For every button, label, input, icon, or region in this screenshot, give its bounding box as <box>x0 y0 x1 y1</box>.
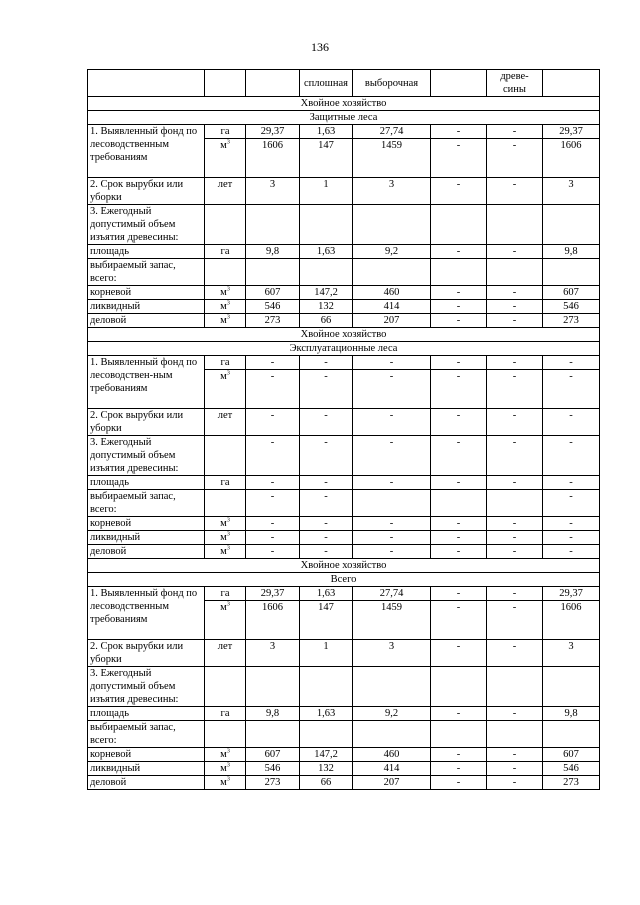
value-cell <box>543 667 600 707</box>
value-cell <box>487 721 543 748</box>
value-cell: - <box>353 517 431 531</box>
value-cell: - <box>431 776 487 790</box>
table-row <box>88 125 600 139</box>
value-cell: 3 <box>543 640 600 667</box>
value-cell <box>246 721 300 748</box>
table-row <box>88 259 600 286</box>
unit-cell: $м^3$ <box>205 517 246 531</box>
unit-cell: га <box>205 476 246 490</box>
value-cell: - <box>431 517 487 531</box>
unit-cell: $м^3$ <box>205 531 246 545</box>
unit-cell: $м^3$ <box>205 314 246 328</box>
value-cell: - <box>431 314 487 328</box>
header-cell <box>431 70 487 97</box>
value-cell <box>543 721 600 748</box>
value-cell: - <box>431 370 487 409</box>
value-cell: - <box>431 125 487 139</box>
value-cell: 273 <box>543 776 600 790</box>
value-cell: 1,63 <box>300 125 353 139</box>
value-cell: - <box>543 490 600 517</box>
row-label: 2. Срок вырубки или уборки <box>88 178 205 205</box>
value-cell: - <box>431 436 487 476</box>
row-label: площадь <box>88 245 205 259</box>
table-row <box>88 667 600 707</box>
section-row <box>88 97 600 111</box>
value-cell <box>353 490 431 517</box>
value-cell: 1 <box>300 178 353 205</box>
value-cell: 1 <box>300 640 353 667</box>
value-cell: - <box>487 300 543 314</box>
value-cell: 147 <box>300 601 353 640</box>
header-cell: сплошная <box>300 70 353 97</box>
value-cell: 460 <box>353 286 431 300</box>
value-cell: - <box>246 476 300 490</box>
row-label: 3. Ежегодный допустимый объем изъятия древесины: <box>88 667 205 707</box>
table-row <box>88 545 600 559</box>
value-cell: 9,8 <box>543 707 600 721</box>
value-cell: - <box>487 587 543 601</box>
row-label: ликвидный <box>88 531 205 545</box>
row-label: выбираемый запас, всего: <box>88 259 205 286</box>
value-cell: - <box>487 139 543 178</box>
value-cell: 1606 <box>543 601 600 640</box>
row-label: корневой <box>88 748 205 762</box>
value-cell: 607 <box>246 748 300 762</box>
table-row <box>88 178 600 205</box>
header-row <box>88 70 600 97</box>
unit-cell: $м^3$ <box>205 545 246 559</box>
value-cell <box>431 259 487 286</box>
value-cell: - <box>543 545 600 559</box>
value-cell: - <box>487 707 543 721</box>
value-cell: - <box>543 370 600 409</box>
value-cell <box>431 667 487 707</box>
row-label: деловой <box>88 545 205 559</box>
value-cell: 1459 <box>353 139 431 178</box>
value-cell: 66 <box>300 776 353 790</box>
table-row <box>88 476 600 490</box>
value-cell: 29,37 <box>543 125 600 139</box>
value-cell: - <box>246 356 300 370</box>
value-cell: - <box>353 476 431 490</box>
value-cell: - <box>353 356 431 370</box>
header-cell: выборочная <box>353 70 431 97</box>
value-cell: - <box>487 748 543 762</box>
value-cell <box>543 259 600 286</box>
value-cell: 66 <box>300 314 353 328</box>
row-label: площадь <box>88 707 205 721</box>
value-cell: - <box>353 370 431 409</box>
value-cell: 607 <box>543 748 600 762</box>
value-cell: - <box>543 517 600 531</box>
value-cell: - <box>246 545 300 559</box>
section-title: Хвойное хозяйство <box>88 97 600 111</box>
value-cell: 273 <box>246 314 300 328</box>
table-row <box>88 245 600 259</box>
value-cell: 29,37 <box>543 587 600 601</box>
value-cell: - <box>300 490 353 517</box>
value-cell: - <box>246 531 300 545</box>
value-cell: 29,37 <box>246 125 300 139</box>
row-label: ликвидный <box>88 762 205 776</box>
value-cell: - <box>487 356 543 370</box>
value-cell: 607 <box>246 286 300 300</box>
value-cell: - <box>431 748 487 762</box>
section-title: Всего <box>88 573 600 587</box>
value-cell <box>246 259 300 286</box>
value-cell: 3 <box>353 640 431 667</box>
value-cell: 1,63 <box>300 245 353 259</box>
value-cell <box>300 667 353 707</box>
value-cell: - <box>487 531 543 545</box>
unit-cell: $м^3$ <box>205 762 246 776</box>
header-cell <box>205 70 246 97</box>
unit-cell: $м^3$ <box>205 139 246 178</box>
table-row <box>88 748 600 762</box>
row-label: выбираемый запас, всего: <box>88 490 205 517</box>
value-cell: - <box>300 531 353 545</box>
value-cell: 9,8 <box>246 707 300 721</box>
value-cell: 207 <box>353 776 431 790</box>
unit-cell: $м^3$ <box>205 300 246 314</box>
value-cell: - <box>487 476 543 490</box>
value-cell: - <box>300 409 353 436</box>
row-label: площадь <box>88 476 205 490</box>
table-row <box>88 707 600 721</box>
row-label: 3. Ежегодный допустимый объем изъятия древесины: <box>88 205 205 245</box>
value-cell: - <box>431 476 487 490</box>
value-cell: - <box>431 245 487 259</box>
row-label: деловой <box>88 314 205 328</box>
header-cell <box>88 70 205 97</box>
unit-cell <box>205 205 246 245</box>
row-label: 1. Выявленный фонд по лесоводственным требованиям <box>88 587 205 640</box>
page-number: 136 <box>311 40 329 54</box>
value-cell: - <box>300 370 353 409</box>
value-cell: 9,8 <box>543 245 600 259</box>
value-cell: - <box>543 409 600 436</box>
table-row <box>88 356 600 370</box>
value-cell: - <box>300 476 353 490</box>
value-cell <box>353 667 431 707</box>
unit-cell: лет <box>205 178 246 205</box>
header-cell: древе- сины <box>487 70 543 97</box>
value-cell <box>431 721 487 748</box>
value-cell: - <box>353 436 431 476</box>
value-cell: - <box>487 286 543 300</box>
value-cell <box>246 667 300 707</box>
value-cell: - <box>431 286 487 300</box>
value-cell: - <box>300 545 353 559</box>
value-cell: 546 <box>246 762 300 776</box>
row-label: 3. Ежегодный допустимый объем изъятия древесины: <box>88 436 205 476</box>
table-row <box>88 517 600 531</box>
value-cell: - <box>246 517 300 531</box>
value-cell: - <box>246 436 300 476</box>
value-cell <box>543 205 600 245</box>
value-cell: - <box>246 409 300 436</box>
value-cell: 273 <box>246 776 300 790</box>
unit-cell: $м^3$ <box>205 370 246 409</box>
table-row <box>88 409 600 436</box>
value-cell: - <box>246 370 300 409</box>
unit-cell: га <box>205 356 246 370</box>
value-cell: - <box>431 601 487 640</box>
row-label: корневой <box>88 517 205 531</box>
value-cell: 147,2 <box>300 286 353 300</box>
value-cell: - <box>431 640 487 667</box>
value-cell: - <box>353 545 431 559</box>
value-cell: 546 <box>246 300 300 314</box>
value-cell: - <box>431 356 487 370</box>
value-cell: - <box>431 139 487 178</box>
value-cell <box>353 259 431 286</box>
table-row <box>88 286 600 300</box>
table-row <box>88 531 600 545</box>
value-cell: - <box>543 531 600 545</box>
value-cell: - <box>300 356 353 370</box>
table-row <box>88 205 600 245</box>
table-row <box>88 721 600 748</box>
value-cell: 132 <box>300 762 353 776</box>
value-cell <box>300 721 353 748</box>
value-cell: - <box>487 436 543 476</box>
table-row <box>88 776 600 790</box>
value-cell: - <box>431 409 487 436</box>
unit-cell: $м^3$ <box>205 748 246 762</box>
row-label: выбираемый запас, всего: <box>88 721 205 748</box>
value-cell: 546 <box>543 762 600 776</box>
value-cell: 9,2 <box>353 707 431 721</box>
section-row <box>88 342 600 356</box>
value-cell: - <box>431 587 487 601</box>
value-cell: - <box>431 178 487 205</box>
row-label: корневой <box>88 286 205 300</box>
header-cell <box>543 70 600 97</box>
value-cell: - <box>431 762 487 776</box>
value-cell: 29,37 <box>246 587 300 601</box>
value-cell: - <box>431 545 487 559</box>
unit-cell: га <box>205 707 246 721</box>
value-cell: - <box>300 436 353 476</box>
value-cell <box>487 205 543 245</box>
value-cell <box>353 205 431 245</box>
row-label: 2. Срок вырубки или уборки <box>88 640 205 667</box>
value-cell: 460 <box>353 748 431 762</box>
value-cell: - <box>487 601 543 640</box>
section-title: Защитные леса <box>88 111 600 125</box>
value-cell: - <box>353 531 431 545</box>
value-cell: - <box>431 531 487 545</box>
section-row <box>88 559 600 573</box>
value-cell: 9,8 <box>246 245 300 259</box>
unit-cell <box>205 436 246 476</box>
value-cell: 1,63 <box>300 707 353 721</box>
row-label: деловой <box>88 776 205 790</box>
value-cell: 546 <box>543 300 600 314</box>
value-cell: - <box>487 545 543 559</box>
value-cell: - <box>431 300 487 314</box>
value-cell: 3 <box>353 178 431 205</box>
header-cell <box>246 70 300 97</box>
unit-cell: лет <box>205 640 246 667</box>
value-cell: 1606 <box>246 139 300 178</box>
value-cell: 414 <box>353 300 431 314</box>
unit-cell: $м^3$ <box>205 776 246 790</box>
section-title: Хвойное хозяйство <box>88 328 600 342</box>
value-cell <box>487 490 543 517</box>
value-cell: - <box>487 314 543 328</box>
section-title: Эксплуатационные леса <box>88 342 600 356</box>
value-cell: - <box>487 370 543 409</box>
unit-cell <box>205 259 246 286</box>
unit-cell: га <box>205 245 246 259</box>
value-cell: - <box>487 125 543 139</box>
section-row <box>88 573 600 587</box>
section-title: Хвойное хозяйство <box>88 559 600 573</box>
value-cell <box>431 490 487 517</box>
forest-table <box>87 69 600 790</box>
value-cell: 3 <box>543 178 600 205</box>
value-cell: - <box>487 762 543 776</box>
value-cell: 27,74 <box>353 587 431 601</box>
unit-cell: лет <box>205 409 246 436</box>
unit-cell: га <box>205 125 246 139</box>
table-row <box>88 490 600 517</box>
value-cell: 207 <box>353 314 431 328</box>
table-row <box>88 300 600 314</box>
value-cell: 414 <box>353 762 431 776</box>
value-cell: - <box>487 409 543 436</box>
value-cell: 3 <box>246 178 300 205</box>
value-cell: 3 <box>246 640 300 667</box>
value-cell: - <box>300 517 353 531</box>
table-row <box>88 436 600 476</box>
value-cell: - <box>543 356 600 370</box>
value-cell: 1,63 <box>300 587 353 601</box>
value-cell <box>300 205 353 245</box>
unit-cell: $м^3$ <box>205 286 246 300</box>
table-row <box>88 587 600 601</box>
value-cell <box>431 205 487 245</box>
section-row <box>88 111 600 125</box>
value-cell: - <box>487 178 543 205</box>
value-cell: 1459 <box>353 601 431 640</box>
value-cell: - <box>487 517 543 531</box>
value-cell: 9,2 <box>353 245 431 259</box>
row-label: 1. Выявленный фонд по лесоводственным требованиям <box>88 125 205 178</box>
value-cell <box>300 259 353 286</box>
value-cell: - <box>543 436 600 476</box>
value-cell <box>487 259 543 286</box>
value-cell: 27,74 <box>353 125 431 139</box>
section-row <box>88 328 600 342</box>
value-cell: 607 <box>543 286 600 300</box>
unit-cell <box>205 490 246 517</box>
value-cell: 147,2 <box>300 748 353 762</box>
unit-cell <box>205 721 246 748</box>
unit-cell <box>205 667 246 707</box>
value-cell: 147 <box>300 139 353 178</box>
row-label: 1. Выявленный фонд по лесоводствен-ным требованиям <box>88 356 205 409</box>
value-cell: - <box>487 640 543 667</box>
value-cell: 1606 <box>543 139 600 178</box>
value-cell: 1606 <box>246 601 300 640</box>
unit-cell: $м^3$ <box>205 601 246 640</box>
table-row <box>88 762 600 776</box>
value-cell: - <box>487 776 543 790</box>
value-cell: - <box>487 245 543 259</box>
value-cell <box>487 667 543 707</box>
row-label: ликвидный <box>88 300 205 314</box>
unit-cell: га <box>205 587 246 601</box>
value-cell: 132 <box>300 300 353 314</box>
value-cell <box>353 721 431 748</box>
value-cell: - <box>246 490 300 517</box>
value-cell <box>246 205 300 245</box>
value-cell: 273 <box>543 314 600 328</box>
value-cell: - <box>431 707 487 721</box>
value-cell: - <box>353 409 431 436</box>
value-cell: - <box>543 476 600 490</box>
table-row <box>88 314 600 328</box>
table-row <box>88 640 600 667</box>
row-label: 2. Срок вырубки или уборки <box>88 409 205 436</box>
